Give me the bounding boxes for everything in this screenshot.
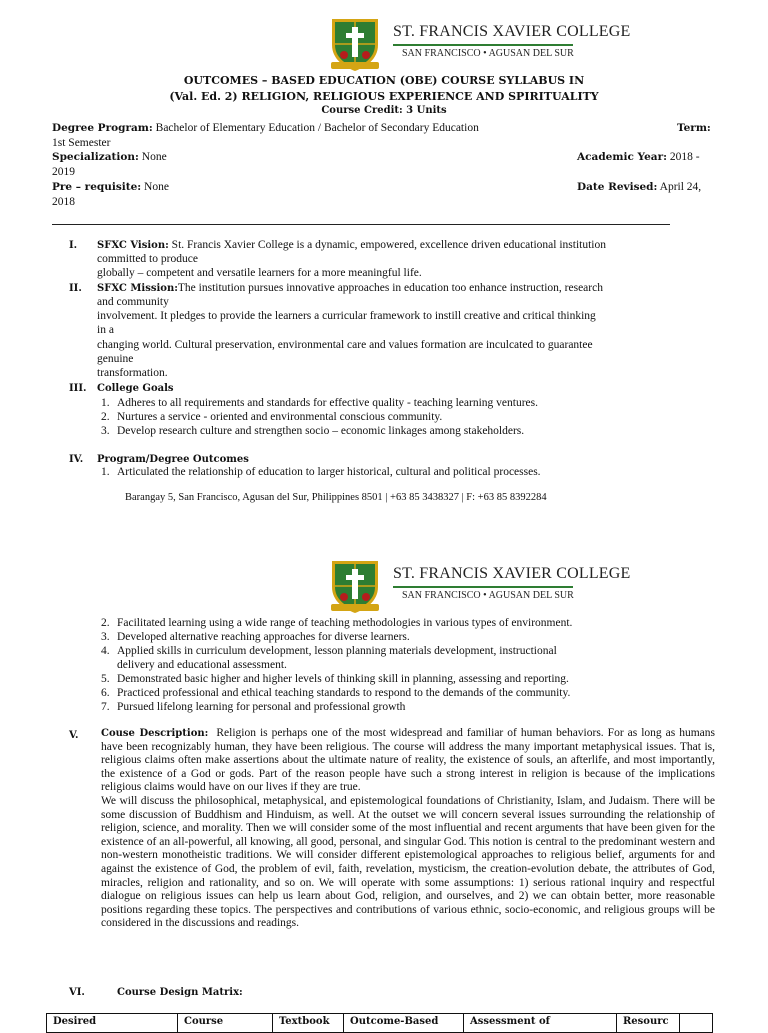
goal-item-1: Adheres to all requirements and standards for effective quality - teaching learning ventures. bbox=[117, 397, 538, 409]
description-text-1: Religion is perhaps one of the most widespread and familiar of human behaviors. For as long as humans have been recognizably human, they have been religious. The course will address the many important metaphysical issues. That is, religious claims often make assertions about the ultimate nature of reality, the existence of souls, an afterlife, and most importantly, the existence of a God or gods. Part of the reason people have such a strong interest in religion is because of the implications religious claims would have on our lives if they are true. bbox=[101, 727, 715, 794]
syllabus-title-line2: (Val. Ed. 2) RELIGION, RELIGIOUS EXPERIENCE AND SPIRITUALITY bbox=[169, 90, 599, 103]
academic-year-value-b: 2019 bbox=[52, 166, 75, 178]
syllabus-title-line1: OUTCOMES – BASED EDUCATION (OBE) COURSE SYLLABUS IN bbox=[183, 74, 585, 87]
college-name-underline bbox=[393, 44, 573, 46]
college-location: SAN FRANCISCO • AGUSAN DEL SUR bbox=[402, 48, 574, 59]
vision-line2: committed to produce bbox=[97, 253, 198, 265]
college-name: ST. FRANCIS XAVIER COLLEGE bbox=[393, 23, 631, 40]
matrix-header-assessment: Assessment of bbox=[464, 1014, 617, 1033]
goal-number-3: 3. bbox=[101, 425, 110, 437]
mission-line1 bbox=[97, 282, 603, 294]
matrix-header-resources: Resourc bbox=[617, 1014, 680, 1033]
date-revised bbox=[577, 181, 701, 193]
outcome-item-5: Demonstrated basic higher and higher levels of thinking skill in planning, assessing and reporting. bbox=[117, 673, 569, 685]
college-logo-header bbox=[326, 15, 631, 71]
outcome-number-2: 2. bbox=[101, 617, 110, 629]
prerequisite-value: None bbox=[144, 181, 169, 193]
description-label: Couse Description: bbox=[101, 728, 209, 739]
academic-year-label: Academic Year: bbox=[577, 151, 667, 163]
mission-roman: II. bbox=[69, 283, 82, 294]
academic-year-value-a: 2018 - bbox=[669, 151, 700, 163]
matrix-label: Course Design Matrix: bbox=[117, 987, 243, 998]
goals-label: College Goals bbox=[97, 383, 174, 394]
college-name-page2: ST. FRANCIS XAVIER COLLEGE bbox=[393, 565, 631, 582]
matrix-header-course: Course bbox=[178, 1014, 273, 1033]
outcome-item-3: Developed alternative reaching approaches for diverse learners. bbox=[117, 631, 410, 643]
specialization bbox=[52, 151, 167, 163]
footer-address-page1: Barangay 5, San Francisco, Agusan del Sur, Philippines 8501 | +63 85 3438327 | F: +63 85 8392284 bbox=[125, 492, 547, 503]
matrix-header-extra bbox=[680, 1014, 713, 1033]
goal-number-2: 2. bbox=[101, 411, 110, 423]
term-label: Term: bbox=[677, 122, 711, 134]
mission-line6: genuine bbox=[97, 353, 134, 365]
date-revised-value-a: April 24, bbox=[659, 181, 702, 193]
outcome-item-7: Pursued lifelong learning for personal and professional growth bbox=[117, 701, 406, 713]
college-location-page2: SAN FRANCISCO • AGUSAN DEL SUR bbox=[402, 590, 574, 601]
prerequisite bbox=[52, 181, 169, 193]
matrix-header-textbook: Textbook bbox=[273, 1014, 344, 1033]
college-seal-icon bbox=[326, 15, 384, 73]
mission-label: SFXC Mission: bbox=[97, 283, 178, 294]
description-para-2: We will discuss the philosophical, metaphysical, and epistemological foundations of Christianity, Islam, and Judaism. There will be some discussion of Buddhism and Hinduism, as well. At the outset we will concern several issues surrounding the relationship of religion, science, and morality. Then we will consider some of the most influential and recent arguments that have been given for the existence of an all-powerful, all knowing, all good, personal, and singular God. This notion is central to the predominant western and non-western monotheistic traditions. We will consider different epistemological approaches to religious belief, arguments for and against the existence of God, the problem of evil, faith, revelation, mysticism, the creation-evolution debate, the attributes of God, miracles, religion and rationality, and so on. We will operate with some assumptions: 1) serious rational inquiry and respectful dialogue on religious issues can help us learn about God, religion, and ourselves, and 2) we can obtain better, more reasonable positions regarding these topics. The perspectives and contributions of various ethnic, socio-economic, and religious groups will be considered in the discussions and readings. bbox=[101, 794, 715, 930]
matrix-header-outcome-based: Outcome-Based bbox=[344, 1014, 464, 1033]
specialization-value: None bbox=[141, 151, 167, 163]
college-name-underline-page2 bbox=[393, 586, 573, 588]
header-divider bbox=[52, 224, 670, 225]
date-revised-value-b: 2018 bbox=[52, 196, 75, 208]
outcome-item-1: Articulated the relationship of education to larger historical, cultural and political processes. bbox=[117, 466, 541, 478]
outcome-item-6: Practiced professional and ethical teaching standards to respond to the demands of the community. bbox=[117, 687, 571, 699]
goals-roman: III. bbox=[69, 383, 87, 394]
mission-line4: in a bbox=[97, 324, 114, 336]
vision-roman: I. bbox=[69, 240, 78, 251]
vision-text-1: St. Francis Xavier College is a dynamic, empowered, excellence driven educational institution bbox=[171, 239, 606, 251]
degree-program bbox=[52, 122, 479, 134]
degree-program-label: Degree Program: bbox=[52, 122, 153, 134]
outcome-number-6: 6. bbox=[101, 687, 110, 699]
mission-line7: transformation. bbox=[97, 367, 168, 379]
term-label-wrap bbox=[677, 122, 711, 134]
outcome-item-4: Applied skills in curriculum development, lesson planning materials development, instructional bbox=[117, 645, 557, 657]
goal-item-2: Nurtures a service - oriented and environmental conscious community. bbox=[117, 411, 443, 423]
course-description bbox=[101, 727, 715, 931]
matrix-header-row bbox=[47, 1014, 713, 1033]
date-revised-label: Date Revised: bbox=[577, 181, 658, 193]
goal-item-3: Develop research culture and strengthen socio – economic linkages among stakeholders. bbox=[117, 425, 525, 437]
vision-label: SFXC Vision: bbox=[97, 240, 169, 251]
outcome-item-4-cont: delivery and educational assessment. bbox=[117, 659, 287, 671]
mission-line2: and community bbox=[97, 296, 169, 308]
outcomes-roman: IV. bbox=[69, 454, 84, 465]
academic-year bbox=[577, 151, 700, 163]
course-design-matrix bbox=[46, 1013, 713, 1033]
course-credit: Course Credit: 3 Units bbox=[321, 105, 447, 116]
degree-program-value: Bachelor of Elementary Education / Bachelor of Secondary Education bbox=[155, 122, 479, 134]
specialization-label: Specialization: bbox=[52, 151, 139, 163]
prerequisite-label: Pre – requisite: bbox=[52, 181, 142, 193]
college-logo-header-page2 bbox=[326, 557, 631, 613]
mission-text-1: The institution pursues innovative approaches in education too enhance instruction, research bbox=[177, 282, 603, 294]
description-para-1 bbox=[101, 727, 715, 795]
outcome-number-7: 7. bbox=[101, 701, 110, 713]
matrix-header-desired: Desired bbox=[47, 1014, 178, 1033]
outcome-number-5: 5. bbox=[101, 673, 110, 685]
outcome-item-2: Facilitated learning using a wide range of teaching methodologies in various types of environment. bbox=[117, 617, 573, 629]
outcome-number-3: 3. bbox=[101, 631, 110, 643]
description-roman: V. bbox=[69, 730, 79, 741]
vision-line3: globally – competent and versatile learners for a more meaningful life. bbox=[97, 267, 422, 279]
goal-number-1: 1. bbox=[101, 397, 110, 409]
term-value: 1st Semester bbox=[52, 137, 111, 149]
outcome-number-4: 4. bbox=[101, 645, 110, 657]
vision-line1 bbox=[97, 239, 606, 251]
outcome-number-1: 1. bbox=[101, 466, 110, 478]
mission-line3: involvement. It pledges to provide the learners a curricular framework to instill creative and critical thinking bbox=[97, 310, 596, 322]
outcomes-label: Program/Degree Outcomes bbox=[97, 454, 249, 465]
matrix-roman: VI. bbox=[69, 987, 85, 998]
mission-line5: changing world. Cultural preservation, environmental care and values formation are inculcated to guarantee bbox=[97, 339, 593, 351]
college-seal-icon bbox=[326, 557, 384, 615]
